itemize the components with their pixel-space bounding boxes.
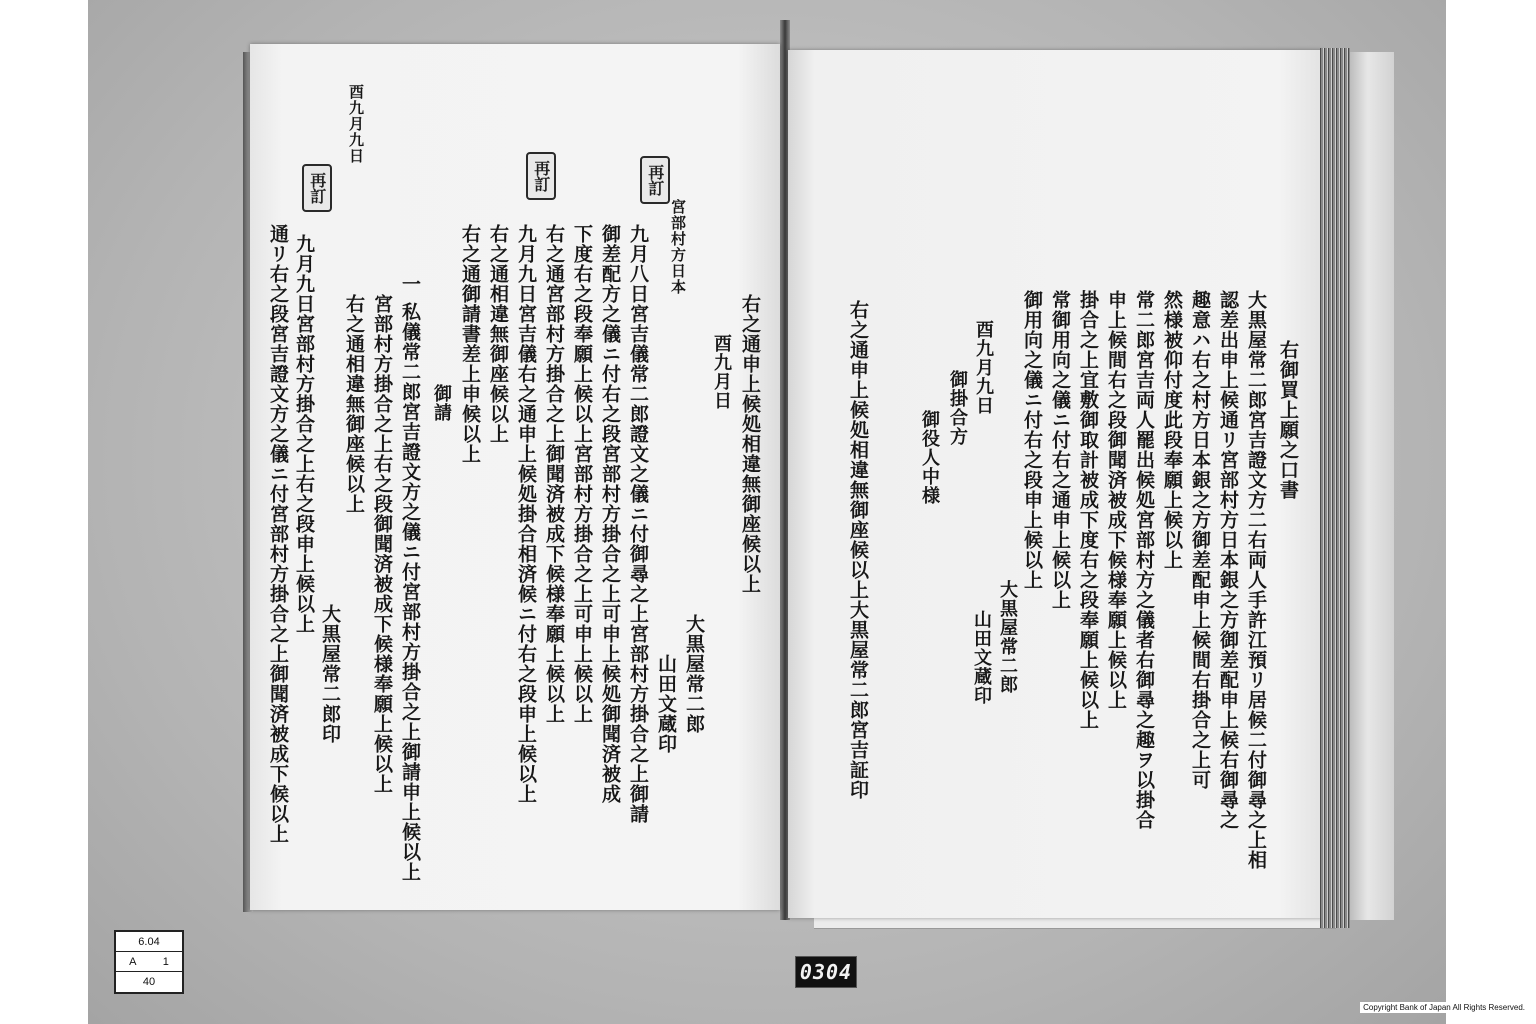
text-column: 常二郎宮吉両人罷出候処宮部村方之儀者右御尋之趣ヲ以掛合 bbox=[1133, 290, 1155, 830]
text-column: 九月九日宮吉儀右之通申上候処掛合相済候ニ付右之段申上候以上 bbox=[515, 224, 537, 804]
text-column: 右御買上願之口書 bbox=[1277, 340, 1299, 500]
text-column: 御請 bbox=[431, 384, 452, 422]
text-column: 然様被仰付度此段奉願上候以上 bbox=[1161, 290, 1183, 570]
text-column: 酉九月九日 bbox=[347, 84, 365, 164]
text-column: 御用向之儀ニ付右之段申上候以上 bbox=[1021, 290, 1043, 590]
ref-volume: 1 bbox=[162, 955, 169, 968]
frame-number-label: 0304 bbox=[795, 956, 857, 988]
addressee: 御掛合方 bbox=[947, 370, 968, 446]
ref-line-3: 40 bbox=[142, 975, 156, 988]
text-column: 山田文蔵印 bbox=[655, 654, 677, 754]
text-column: 酉九月日 bbox=[711, 334, 732, 410]
ref-series: A bbox=[129, 955, 137, 968]
header-note: 宮部村方日本 bbox=[669, 199, 687, 295]
text-column: 大黒屋常二郎 bbox=[683, 614, 705, 734]
stamp-text: 再訂 bbox=[307, 172, 327, 204]
ref-line-2 bbox=[116, 952, 182, 972]
stamp-text: 再訂 bbox=[645, 164, 665, 196]
addressee-2: 御役人中様 bbox=[919, 410, 940, 505]
text-column: 常御用向之儀ニ付右之通申上候以上 bbox=[1049, 290, 1071, 610]
text-column: 九月九日宮部村方掛合之上右之段申上候以上 bbox=[293, 234, 315, 634]
date: 酉九月九日 bbox=[973, 320, 994, 415]
text-column: 下度右之段奉願上候以上宮部村方掛合之上可申上候以上 bbox=[571, 224, 593, 724]
closing-column: 右之通申上候処相違無御座候以上大黒屋常二郎宮吉証印 bbox=[847, 300, 869, 800]
text-column: 宮部村方掛合之上右之段御聞済被成下候様奉願上候以上 bbox=[371, 294, 393, 794]
text-column: 掛合之上宜敷御取計被成下度右之段奉願上候以上 bbox=[1077, 290, 1099, 730]
left-page bbox=[250, 44, 780, 910]
text-column: 大黒屋常二郎宮吉證文方二右両人手許江預リ居候二付御尋之上相 bbox=[1245, 290, 1267, 870]
text-column: 右之通相違無御座候以上 bbox=[343, 294, 365, 514]
text-column: 認差出申上候通リ宮部村方日本銀之方御差配申上候右御尋之 bbox=[1217, 290, 1239, 830]
stamp-saitei-2 bbox=[526, 152, 556, 200]
stamp-saitei-3 bbox=[640, 156, 670, 204]
signature-agent: 山田文蔵印 bbox=[971, 610, 992, 705]
text-column: 御差配方之儀ニ付右之段宮部村方掛合之上可申上候処御聞済被成 bbox=[599, 224, 621, 804]
text-column: 右之通御請書差上申候以上 bbox=[459, 224, 481, 464]
stamp-saitei-1 bbox=[302, 164, 332, 212]
text-column: 右之通相違無御座候以上 bbox=[487, 224, 509, 444]
microfilm-scan bbox=[88, 0, 1446, 1024]
text-column: 申上候間右之段御聞済被成下候様奉願上候以上 bbox=[1105, 290, 1127, 710]
stamp-text: 再訂 bbox=[531, 160, 551, 192]
text-column: 右之通宮部村方掛合之上御聞済被成下候様奉願上候以上 bbox=[543, 224, 565, 724]
right-page bbox=[788, 50, 1323, 918]
text-column: 趣意ハ右之村方日本銀之方御差配申上候間右掛合之上可 bbox=[1189, 290, 1211, 790]
text-column: 九月八日宮吉儀常二郎證文之儀ニ付御尋之上宮部村方掛合之上御請 bbox=[627, 224, 649, 824]
copyright-notice: Copyright Bank of Japan All Rights Reserved. bbox=[1360, 1002, 1528, 1013]
reference-card bbox=[114, 930, 184, 994]
text-column: 通リ右之段宮吉證文方之儀ニ付宮部村方掛合之上御聞済被成下候以上 bbox=[267, 224, 289, 844]
text-column: 一 私儀常二郎宮吉證文方之儀ニ付宮部村方掛合之上御請申上候以上 bbox=[399, 274, 421, 882]
book-cover-edge bbox=[1350, 52, 1394, 920]
text-column: 大黒屋常二郎印 bbox=[319, 604, 341, 744]
signature-shop: 大黒屋常二郎 bbox=[997, 580, 1018, 694]
ref-line-1: 6.04 bbox=[116, 932, 182, 952]
page-stack-edge bbox=[1320, 48, 1350, 928]
text-column: 右之通申上候処相違無御座候以上 bbox=[739, 294, 761, 594]
